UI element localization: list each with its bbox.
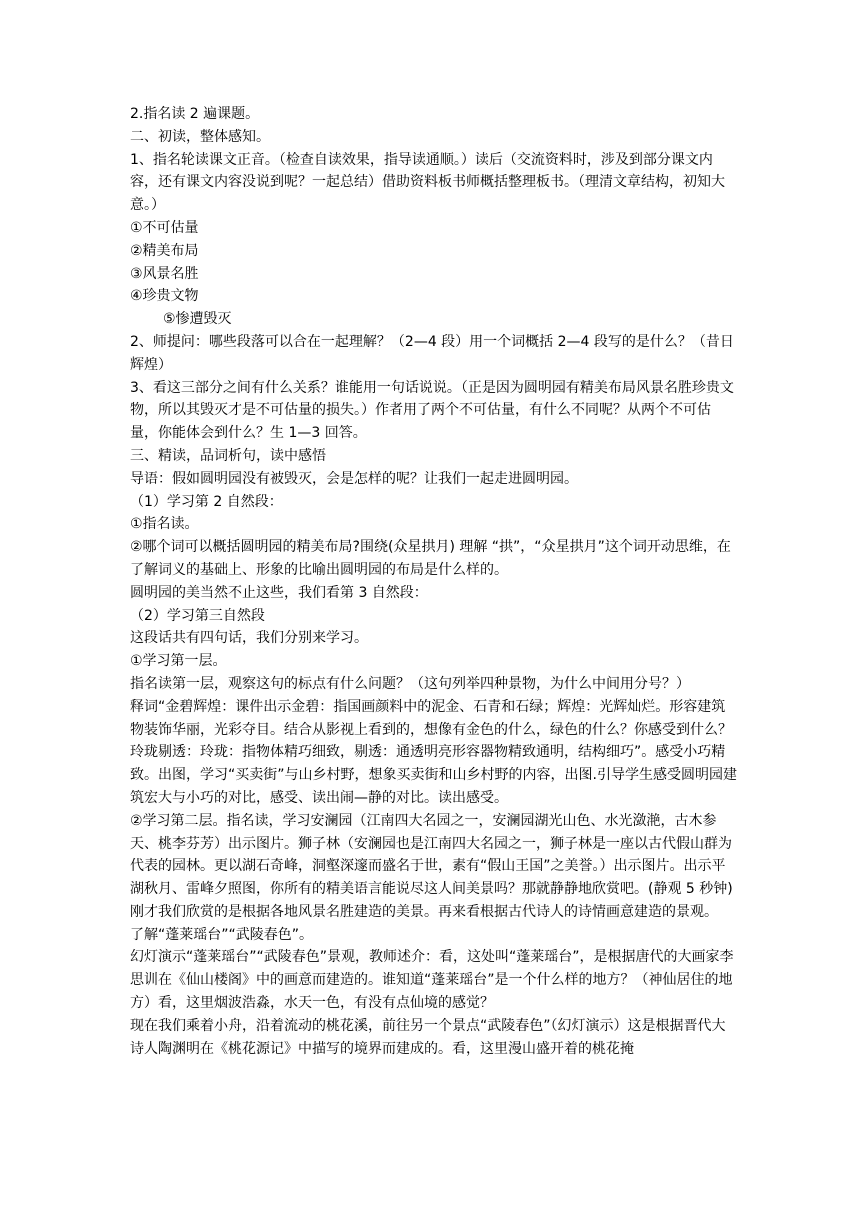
paragraph: 指名读第一层，观察这句的标点有什么问题？（这句列举四种景物，为什么中间用分号？）	[130, 675, 690, 692]
paragraph: 2、师提问：哪些段落可以合在一起理解？（2—4 段）用一个词概括 2—4 段写的是什么？（昔日辉煌）	[130, 333, 734, 373]
sub-heading: （1）学习第 2 自然段：	[130, 493, 283, 510]
section-heading: 三、精读，品词析句，读中感悟	[130, 447, 326, 464]
paragraph: ②哪个词可以概括圆明园的精美布局?围绕(众星拱月) 理解 “拱”，“众星拱月”这个词开动思维，在了解词义的基础上、形象的比喻出圆明园的布局是什么样的。	[130, 539, 731, 578]
list-item: ①不可估量	[130, 219, 199, 236]
list-item: ④珍贵文物	[130, 288, 199, 305]
paragraph: 这段话共有四句话，我们分别来学习。	[130, 630, 368, 647]
text-line: 2.指名读 2 遍课题。	[130, 106, 260, 122]
paragraph: 刚才我们欣赏的是根据各地风景名胜建造的美景。再来看根据古代诗人的诗情画意建造的景观。	[130, 903, 718, 920]
paragraph: 1、指名轮读课文正音。（检查自读效果，指导读通顺。）读后（交流资料时，涉及到部分课文内容，还有课文内容没说到呢？一起总结）借助资料板书师概括整理板书。（理清文章结构，初知大意。）	[130, 151, 725, 214]
document-body	[130, 103, 738, 1060]
paragraph: ②学习第二层。指名读，学习安澜园（江南四大名园之一，安澜园湖光山色、水光潋滟，古木参天、桃李芬芳）出示图片。狮子林（安澜园也是江南四大名园之一，狮子林是一座以古代假山群为代表的园林。更以湖石奇峰，洞壑深邃而盛名于世，素有“假山王国”之美誉。）出示图片。出示平湖秋月、雷峰夕照图，你所有的精美语言能说尽这人间美景吗？那就静静地欣赏吧。(静观 5 秒钟)	[130, 812, 733, 898]
paragraph: ①学习第一层。	[130, 653, 227, 670]
paragraph: 了解“蓬莱瑶台”“武陵春色”。	[130, 926, 314, 943]
section-heading: 二、初读，整体感知。	[130, 128, 270, 145]
paragraph: 圆明园的美当然不止这些，我们看第 3 自然段：	[130, 584, 428, 601]
paragraph: 释词“金碧辉煌：课件出示金碧：指国画颜料中的泥金、石青和石绿；辉煌：光辉灿烂。形容建筑物装饰华丽，光彩夺目。结合从影视上看到的，想像有金色的什么，绿色的什么？你感受到什么？玲珑剔透：玲珑：指物体精巧细致，剔透：通透明亮形容器物精致通明，结构细巧”。感受小巧精致。出图，学习“买卖街”与山乡村野，想象买卖街和山乡村野的内容，出图.引导学生感受圆明园建筑宏大与小巧的对比，感受、读出闹—静的对比。读出感受。	[130, 698, 737, 806]
list-item: ⑤惨遭毁灭	[163, 311, 232, 328]
paragraph: 幻灯演示“蓬莱瑶台”“武陵春色”景观，教师述介：看，这处叫“蓬莱瑶台”，是根据唐代的大画家李思训在《仙山楼阁》中的画意而建造的。谁知道“蓬莱瑶台”是一个什么样的地方？（神仙居住的地方）看，这里烟波浩淼，水天一色，有没有点仙境的感觉？	[130, 949, 734, 1012]
list-item: ③风景名胜	[130, 265, 199, 282]
sub-heading: （2）学习第三自然段	[130, 607, 265, 624]
paragraph: ①指名读。	[130, 516, 199, 533]
paragraph: 现在我们乘着小舟，沿着流动的桃花溪，前往另一个景点“武陵春色”（幻灯演示）这是根据晋代大诗人陶渊明在《桃花源记》中描写的境界而建成的。看，这里漫山盛开着的桃花掩	[130, 1017, 726, 1057]
paragraph: 导语：假如圆明园没有被毁灭，会是怎样的呢？让我们一起走进圆明园。	[130, 470, 578, 487]
list-item: ②精美布局	[130, 242, 199, 259]
paragraph: 3、看这三部分之间有什么关系？谁能用一句话说说。（正是因为圆明园有精美布局风景名胜珍贵文物，所以其毁灭才是不可估量的损失。）作者用了两个不可估量，有什么不同呢？从两个不可估量，你能体会到什么？生 1—3 回答。	[130, 379, 734, 442]
